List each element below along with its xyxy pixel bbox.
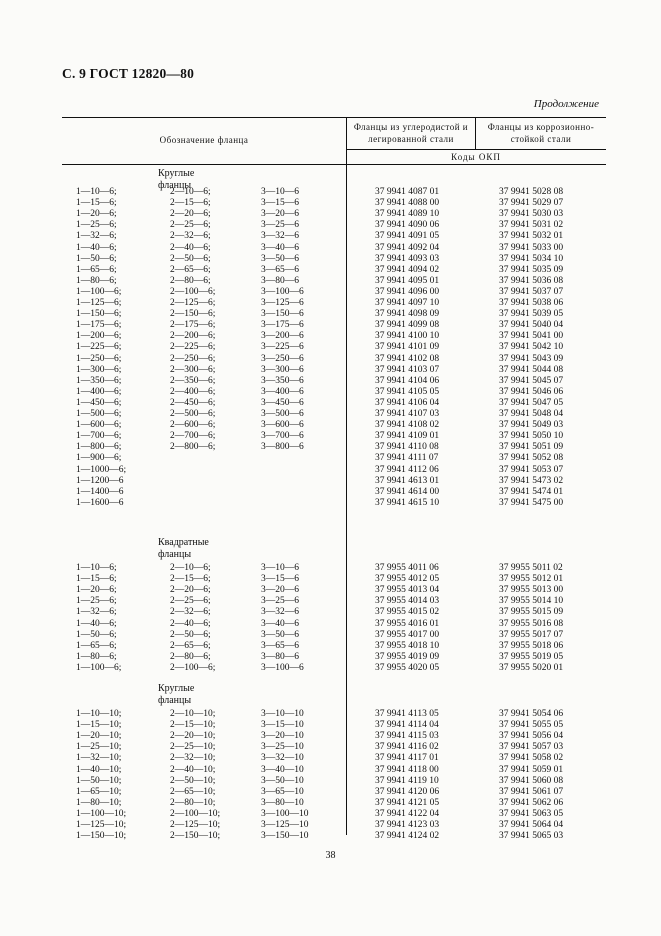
okp-code-stainless-cell: 37 9955 5018 06: [499, 640, 564, 651]
flange-designation-cell: 3—15—10: [261, 720, 304, 731]
flange-designation-cell: 3—25—10: [261, 742, 304, 753]
okp-code-carbon-cell: 37 9941 4098 09: [375, 309, 440, 320]
flange-designation-cell: 2—80—6;: [170, 275, 211, 286]
flange-designation-cell: 3—20—10: [261, 731, 304, 742]
okp-code-carbon-cell: 37 9941 4110 08: [375, 442, 439, 453]
okp-code-carbon-cell: 37 9941 4120 06: [375, 786, 440, 797]
flange-designation-cell: 1—15—6;: [76, 198, 117, 209]
flange-designation-cell: 2—40—10;: [170, 764, 216, 775]
okp-code-stainless-cell: 37 9941 5033 00: [499, 242, 564, 253]
flange-designation-cell: 3—10—10: [261, 709, 304, 719]
flange-designation-cell: 2—100—6;: [170, 286, 216, 297]
okp-code-carbon-cell: 37 9941 4123 03: [375, 820, 440, 830]
okp-code-carbon-cell: 37 9941 4114 04: [375, 720, 439, 731]
okp-code-stainless-cell: 37 9955 5019 05: [499, 651, 564, 662]
flange-designation-cell: 3—40—6: [261, 242, 299, 253]
header-subdivider: [346, 149, 606, 150]
flange-designation-cell: 2—400—6;: [170, 386, 216, 397]
flange-designation-cell: 1—225—6;: [76, 342, 122, 353]
flange-designation-cell: 1—450—6;: [76, 397, 122, 408]
flange-designation-cell: 2—32—6;: [170, 231, 211, 242]
flange-designation-cell: 1—300—6;: [76, 364, 122, 375]
flange-designation-cell: 3—10—6: [261, 563, 299, 573]
okp-code-stainless-cell: 37 9941 5475 00: [499, 497, 564, 508]
okp-code-carbon-cell: 37 9941 4094 02: [375, 264, 440, 275]
flange-designation-cell: 3—100—10: [261, 808, 309, 819]
okp-code-stainless-cell: 37 9941 5046 06: [499, 386, 564, 397]
flange-designation-cell: 2—20—6;: [170, 209, 211, 220]
flange-designation-cell: 1—600—6;: [76, 420, 122, 431]
flange-designation-cell: 1—32—6;: [76, 607, 117, 618]
flange-designation-cell: 2—32—6;: [170, 607, 211, 618]
okp-code-stainless-cell: 37 9941 5045 07: [499, 375, 564, 386]
flange-designation-cell: 3—200—6: [261, 331, 304, 342]
okp-code-stainless-cell: 37 9941 5038 06: [499, 298, 564, 308]
flange-designation-cell: 1—800—6;: [76, 442, 122, 453]
flange-designation-cell: 1—40—6;: [76, 618, 117, 629]
okp-code-stainless-cell: 37 9941 5028 08: [499, 187, 564, 197]
okp-code-carbon-cell: 37 9941 4111 07: [375, 453, 439, 464]
okp-code-carbon-cell: 37 9941 4097 10: [375, 298, 440, 308]
okp-code-carbon-cell: 37 9955 4014 03: [375, 596, 440, 607]
flange-designation-cell: 2—125—10;: [170, 820, 221, 830]
flange-designation-cell: 3—32—6: [261, 607, 299, 618]
okp-code-carbon-cell: 37 9941 4093 03: [375, 253, 440, 264]
okp-code-carbon-cell: 37 9941 4089 10: [375, 209, 440, 220]
okp-code-stainless-cell: 37 9941 5031 02: [499, 220, 564, 231]
okp-code-carbon-cell: 37 9955 4016 01: [375, 618, 440, 629]
flange-designation-cell: 2—25—6;: [170, 596, 211, 607]
okp-code-carbon-cell: 37 9941 4613 01: [375, 475, 440, 486]
table-row: [0, 497, 661, 509]
flange-designation-cell: 1—65—10;: [76, 786, 122, 797]
flange-designation-cell: 1—1600—6: [76, 497, 124, 508]
flange-designation-cell: 3—80—6: [261, 275, 299, 286]
flange-designation-cell: 3—150—6: [261, 309, 304, 320]
flange-designation-cell: 3—50—6: [261, 253, 299, 264]
okp-code-stainless-cell: 37 9941 5032 01: [499, 231, 564, 242]
okp-code-carbon-cell: 37 9955 4015 02: [375, 607, 440, 618]
okp-code-stainless-cell: 37 9941 5054 06: [499, 709, 564, 719]
okp-code-stainless-cell: 37 9941 5043 09: [499, 353, 564, 364]
section-title: Круглые фланцы: [158, 683, 195, 706]
flange-designation-cell: 3—20—6: [261, 585, 299, 596]
continuation-label: Продолжение: [533, 98, 599, 110]
okp-code-carbon-cell: 37 9941 4121 05: [375, 797, 440, 808]
flange-designation-cell: 3—15—6: [261, 198, 299, 209]
flange-designation-cell: 1—25—10;: [76, 742, 122, 753]
okp-code-carbon-cell: 37 9941 4103 07: [375, 364, 440, 375]
flange-designation-cell: 2—25—10;: [170, 742, 216, 753]
flange-designation-cell: 2—40—6;: [170, 242, 211, 253]
flange-designation-cell: 2—350—6;: [170, 375, 216, 386]
okp-code-carbon-cell: 37 9941 4102 08: [375, 353, 440, 364]
okp-code-stainless-cell: 37 9941 5050 10: [499, 431, 564, 442]
flange-designation-cell: 2—20—6;: [170, 585, 211, 596]
okp-code-carbon-cell: 37 9941 4115 03: [375, 731, 439, 742]
okp-code-carbon-cell: 37 9941 4088 00: [375, 198, 440, 209]
flange-designation-cell: 2—225—6;: [170, 342, 216, 353]
flange-designation-cell: 3—65—10: [261, 786, 304, 797]
flange-designation-cell: 3—25—6: [261, 220, 299, 231]
okp-code-carbon-cell: 37 9941 4100 10: [375, 331, 440, 342]
flange-designation-cell: 3—100—6: [261, 662, 304, 673]
flange-designation-cell: 3—450—6: [261, 397, 304, 408]
okp-code-stainless-cell: 37 9941 5037 07: [499, 286, 564, 297]
okp-code-stainless-cell: 37 9941 5474 01: [499, 486, 564, 497]
flange-designation-cell: 2—15—6;: [170, 198, 211, 209]
flange-designation-cell: 2—40—6;: [170, 618, 211, 629]
flange-designation-cell: 1—80—6;: [76, 651, 117, 662]
flange-designation-cell: 1—20—6;: [76, 585, 117, 596]
flange-designation-cell: 1—1400—6: [76, 486, 124, 497]
okp-code-carbon-cell: 37 9941 4112 06: [375, 464, 439, 475]
column-header-carbon-steel: Фланцы из углеродистой и легированной стали: [353, 122, 469, 144]
okp-code-carbon-cell: 37 9941 4092 04: [375, 242, 440, 253]
flange-designation-cell: 2—10—10;: [170, 709, 216, 719]
table-row: [0, 830, 661, 842]
flange-designation-cell: 2—500—6;: [170, 409, 216, 419]
flange-designation-cell: 1—20—10;: [76, 731, 122, 742]
flange-designation-cell: 1—40—6;: [76, 242, 117, 253]
flange-designation-cell: 2—65—10;: [170, 786, 216, 797]
okp-code-stainless-cell: 37 9941 5039 05: [499, 309, 564, 320]
flange-designation-cell: 2—15—6;: [170, 574, 211, 585]
flange-designation-cell: 3—500—6: [261, 409, 304, 419]
okp-code-stainless-cell: 37 9941 5053 07: [499, 464, 564, 475]
flange-designation-cell: 3—65—6: [261, 264, 299, 275]
okp-code-stainless-cell: 37 9941 5064 04: [499, 820, 564, 830]
flange-designation-cell: 1—100—6;: [76, 662, 122, 673]
okp-code-carbon-cell: 37 9941 4109 01: [375, 431, 440, 442]
okp-code-stainless-cell: 37 9941 5063 05: [499, 808, 564, 819]
flange-designation-cell: 1—40—10;: [76, 764, 122, 775]
column-divider-right: [475, 117, 476, 149]
flange-designation-cell: 1—1200—6: [76, 475, 124, 486]
flange-designation-cell: 1—32—10;: [76, 753, 122, 764]
flange-designation-cell: 1—125—6;: [76, 298, 122, 308]
flange-designation-cell: 3—80—6: [261, 651, 299, 662]
okp-code-stainless-cell: 37 9955 5014 10: [499, 596, 564, 607]
okp-code-stainless-cell: 37 9941 5029 07: [499, 198, 564, 209]
flange-designation-cell: 1—10—10;: [76, 709, 122, 719]
flange-designation-cell: 3—10—6: [261, 187, 299, 197]
flange-designation-cell: 1—10—6;: [76, 187, 117, 197]
flange-designation-cell: 3—225—6: [261, 342, 304, 353]
flange-designation-cell: 1—100—6;: [76, 286, 122, 297]
okp-code-stainless-cell: 37 9941 5034 10: [499, 253, 564, 264]
flange-designation-cell: 3—125—10: [261, 820, 309, 830]
flange-designation-cell: 1—1000—6;: [76, 464, 127, 475]
okp-code-carbon-cell: 37 9955 4020 05: [375, 662, 440, 673]
okp-code-stainless-cell: 37 9955 5020 01: [499, 662, 564, 673]
okp-code-stainless-cell: 37 9941 5055 05: [499, 720, 564, 731]
okp-code-carbon-cell: 37 9941 4091 05: [375, 231, 440, 242]
okp-code-carbon-cell: 37 9941 4122 04: [375, 808, 440, 819]
flange-designation-cell: 1—25—6;: [76, 220, 117, 231]
flange-designation-cell: 1—65—6;: [76, 264, 117, 275]
okp-code-carbon-cell: 37 9941 4099 08: [375, 320, 440, 331]
flange-designation-cell: 3—40—10: [261, 764, 304, 775]
okp-code-stainless-cell: 37 9955 5012 01: [499, 574, 564, 585]
okp-code-stainless-cell: 37 9941 5047 05: [499, 397, 564, 408]
flange-designation-cell: 3—32—10: [261, 753, 304, 764]
okp-code-stainless-cell: 37 9941 5056 04: [499, 731, 564, 742]
okp-code-stainless-cell: 37 9955 5015 09: [499, 607, 564, 618]
okp-code-carbon-cell: 37 9941 4116 02: [375, 742, 439, 753]
flange-designation-cell: 2—600—6;: [170, 420, 216, 431]
flange-designation-cell: 3—32—6: [261, 231, 299, 242]
table-header-rule: [62, 164, 606, 165]
okp-code-carbon-cell: 37 9941 4096 00: [375, 286, 440, 297]
okp-code-carbon-cell: 37 9955 4019 09: [375, 651, 440, 662]
okp-code-carbon-cell: 37 9955 4011 06: [375, 563, 439, 573]
flange-designation-cell: 2—100—10;: [170, 808, 221, 819]
okp-code-carbon-cell: 37 9941 4118 00: [375, 764, 439, 775]
okp-code-carbon-cell: 37 9955 4018 10: [375, 640, 440, 651]
flange-designation-cell: 2—800—6;: [170, 442, 216, 453]
flange-designation-cell: 3—40—6: [261, 618, 299, 629]
flange-designation-cell: 3—50—10: [261, 775, 304, 786]
flange-designation-cell: 1—150—6;: [76, 309, 122, 320]
flange-designation-cell: 2—25—6;: [170, 220, 211, 231]
flange-designation-cell: 2—300—6;: [170, 364, 216, 375]
flange-designation-cell: 2—50—10;: [170, 775, 216, 786]
flange-designation-cell: 3—20—6: [261, 209, 299, 220]
column-header-stainless-steel: Фланцы из коррозионно-стойкой стали: [487, 122, 595, 144]
okp-code-carbon-cell: 37 9941 4104 06: [375, 375, 440, 386]
flange-designation-cell: 3—80—10: [261, 797, 304, 808]
flange-designation-cell: 1—25—6;: [76, 596, 117, 607]
okp-code-carbon-cell: 37 9941 4087 01: [375, 187, 440, 197]
okp-code-carbon-cell: 37 9941 4117 01: [375, 753, 439, 764]
flange-designation-cell: 1—20—6;: [76, 209, 117, 220]
okp-code-stainless-cell: 37 9941 5048 04: [499, 409, 564, 419]
flange-designation-cell: 1—65—6;: [76, 640, 117, 651]
flange-designation-cell: 1—900—6;: [76, 453, 122, 464]
okp-code-carbon-cell: 37 9941 4124 02: [375, 831, 440, 842]
okp-code-stainless-cell: 37 9941 5059 01: [499, 764, 564, 775]
flange-designation-cell: 2—700—6;: [170, 431, 216, 442]
flange-designation-cell: 2—65—6;: [170, 640, 211, 651]
okp-code-stainless-cell: 37 9941 5030 03: [499, 209, 564, 220]
flange-designation-cell: 1—200—6;: [76, 331, 122, 342]
okp-code-stainless-cell: 37 9955 5016 08: [499, 618, 564, 629]
okp-code-stainless-cell: 37 9941 5044 08: [499, 364, 564, 375]
flange-designation-cell: 2—125—6;: [170, 298, 216, 308]
flange-designation-cell: 2—15—10;: [170, 720, 216, 731]
table-row: [0, 662, 661, 674]
okp-code-stainless-cell: 37 9941 5035 09: [499, 264, 564, 275]
okp-code-stainless-cell: 37 9941 5052 08: [499, 453, 564, 464]
flange-designation-cell: 3—175—6: [261, 320, 304, 331]
flange-designation-cell: 2—100—6;: [170, 662, 216, 673]
flange-designation-cell: 2—50—6;: [170, 253, 211, 264]
flange-designation-cell: 2—250—6;: [170, 353, 216, 364]
okp-code-stainless-cell: 37 9941 5065 03: [499, 831, 564, 842]
page-number: 38: [325, 850, 336, 861]
okp-code-stainless-cell: 37 9941 5042 10: [499, 342, 564, 353]
okp-code-carbon-cell: 37 9941 4119 10: [375, 775, 439, 786]
okp-code-stainless-cell: 37 9941 5060 08: [499, 775, 564, 786]
okp-code-carbon-cell: 37 9941 4106 04: [375, 397, 440, 408]
okp-code-stainless-cell: 37 9941 5062 06: [499, 797, 564, 808]
flange-designation-cell: 1—350—6;: [76, 375, 122, 386]
okp-code-stainless-cell: 37 9941 5036 08: [499, 275, 564, 286]
flange-designation-cell: 2—450—6;: [170, 397, 216, 408]
flange-designation-cell: 3—150—10: [261, 831, 309, 842]
flange-designation-cell: 3—300—6: [261, 364, 304, 375]
flange-designation-cell: 1—50—6;: [76, 253, 117, 264]
column-header-designation: Обозначение фланца: [159, 135, 249, 145]
flange-designation-cell: 3—25—6: [261, 596, 299, 607]
flange-designation-cell: 3—125—6: [261, 298, 304, 308]
okp-code-carbon-cell: 37 9955 4017 00: [375, 629, 440, 640]
flange-designation-cell: 1—50—6;: [76, 629, 117, 640]
okp-code-stainless-cell: 37 9955 5017 07: [499, 629, 564, 640]
flange-designation-cell: 2—50—6;: [170, 629, 211, 640]
flange-designation-cell: 3—700—6: [261, 431, 304, 442]
flange-designation-cell: 1—32—6;: [76, 231, 117, 242]
flange-designation-cell: 3—100—6: [261, 286, 304, 297]
flange-designation-cell: 1—700—6;: [76, 431, 122, 442]
okp-code-carbon-cell: 37 9941 4614 00: [375, 486, 440, 497]
okp-code-stainless-cell: 37 9941 5061 07: [499, 786, 564, 797]
flange-designation-cell: 1—175—6;: [76, 320, 122, 331]
flange-designation-cell: 2—80—6;: [170, 651, 211, 662]
flange-designation-cell: 2—10—6;: [170, 187, 211, 197]
okp-code-stainless-cell: 37 9941 5049 03: [499, 420, 564, 431]
okp-code-stainless-cell: 37 9941 5040 04: [499, 320, 564, 331]
flange-designation-cell: 2—65—6;: [170, 264, 211, 275]
okp-code-stainless-cell: 37 9941 5473 02: [499, 475, 564, 486]
okp-code-carbon-cell: 37 9941 4107 03: [375, 409, 440, 419]
flange-designation-cell: 3—65—6: [261, 640, 299, 651]
flange-designation-cell: 3—15—6: [261, 574, 299, 585]
flange-designation-cell: 3—50—6: [261, 629, 299, 640]
flange-designation-cell: 1—100—10;: [76, 808, 127, 819]
flange-designation-cell: 1—15—10;: [76, 720, 122, 731]
okp-code-carbon-cell: 37 9955 4013 04: [375, 585, 440, 596]
flange-designation-cell: 1—15—6;: [76, 574, 117, 585]
flange-designation-cell: 2—10—6;: [170, 563, 211, 573]
flange-designation-cell: 1—400—6;: [76, 386, 122, 397]
flange-designation-cell: 3—600—6: [261, 420, 304, 431]
flange-designation-cell: 1—150—10;: [76, 831, 127, 842]
flange-designation-cell: 3—800—6: [261, 442, 304, 453]
flange-designation-cell: 1—10—6;: [76, 563, 117, 573]
flange-designation-cell: 1—50—10;: [76, 775, 122, 786]
okp-code-stainless-cell: 37 9955 5011 02: [499, 563, 563, 573]
flange-designation-cell: 1—500—6;: [76, 409, 122, 419]
flange-designation-cell: 2—20—10;: [170, 731, 216, 742]
flange-designation-cell: 1—250—6;: [76, 353, 122, 364]
okp-code-carbon-cell: 37 9941 4090 06: [375, 220, 440, 231]
okp-code-carbon-cell: 37 9941 4105 05: [375, 386, 440, 397]
okp-code-stainless-cell: 37 9941 5057 03: [499, 742, 564, 753]
okp-code-carbon-cell: 37 9941 4113 05: [375, 709, 439, 719]
flange-designation-cell: 1—125—10;: [76, 820, 127, 830]
okp-code-carbon-cell: 37 9941 4095 01: [375, 275, 440, 286]
flange-designation-cell: 3—250—6: [261, 353, 304, 364]
okp-code-stainless-cell: 37 9941 5051 09: [499, 442, 564, 453]
document-header: С. 9 ГОСТ 12820—80: [62, 66, 195, 81]
flange-designation-cell: 2—150—10;: [170, 831, 221, 842]
table-top-rule: [62, 117, 606, 118]
codes-okp-label: Коды ОКП: [451, 152, 501, 162]
flange-designation-cell: 2—175—6;: [170, 320, 216, 331]
section-title: Квадратные фланцы: [158, 537, 209, 560]
okp-code-stainless-cell: 37 9955 5013 00: [499, 585, 564, 596]
section-title: Круглые фланцы: [158, 168, 195, 191]
okp-code-stainless-cell: 37 9941 5058 02: [499, 753, 564, 764]
flange-designation-cell: 3—400—6: [261, 386, 304, 397]
okp-code-carbon-cell: 37 9955 4012 05: [375, 574, 440, 585]
okp-code-carbon-cell: 37 9941 4101 09: [375, 342, 440, 353]
flange-designation-cell: 2—80—10;: [170, 797, 216, 808]
flange-designation-cell: 1—80—10;: [76, 797, 122, 808]
flange-designation-cell: 3—350—6: [261, 375, 304, 386]
flange-designation-cell: 2—32—10;: [170, 753, 216, 764]
okp-code-carbon-cell: 37 9941 4108 02: [375, 420, 440, 431]
okp-code-carbon-cell: 37 9941 4615 10: [375, 497, 440, 508]
okp-code-stainless-cell: 37 9941 5041 00: [499, 331, 564, 342]
flange-designation-cell: 2—200—6;: [170, 331, 216, 342]
flange-designation-cell: 1—80—6;: [76, 275, 117, 286]
flange-designation-cell: 2—150—6;: [170, 309, 216, 320]
